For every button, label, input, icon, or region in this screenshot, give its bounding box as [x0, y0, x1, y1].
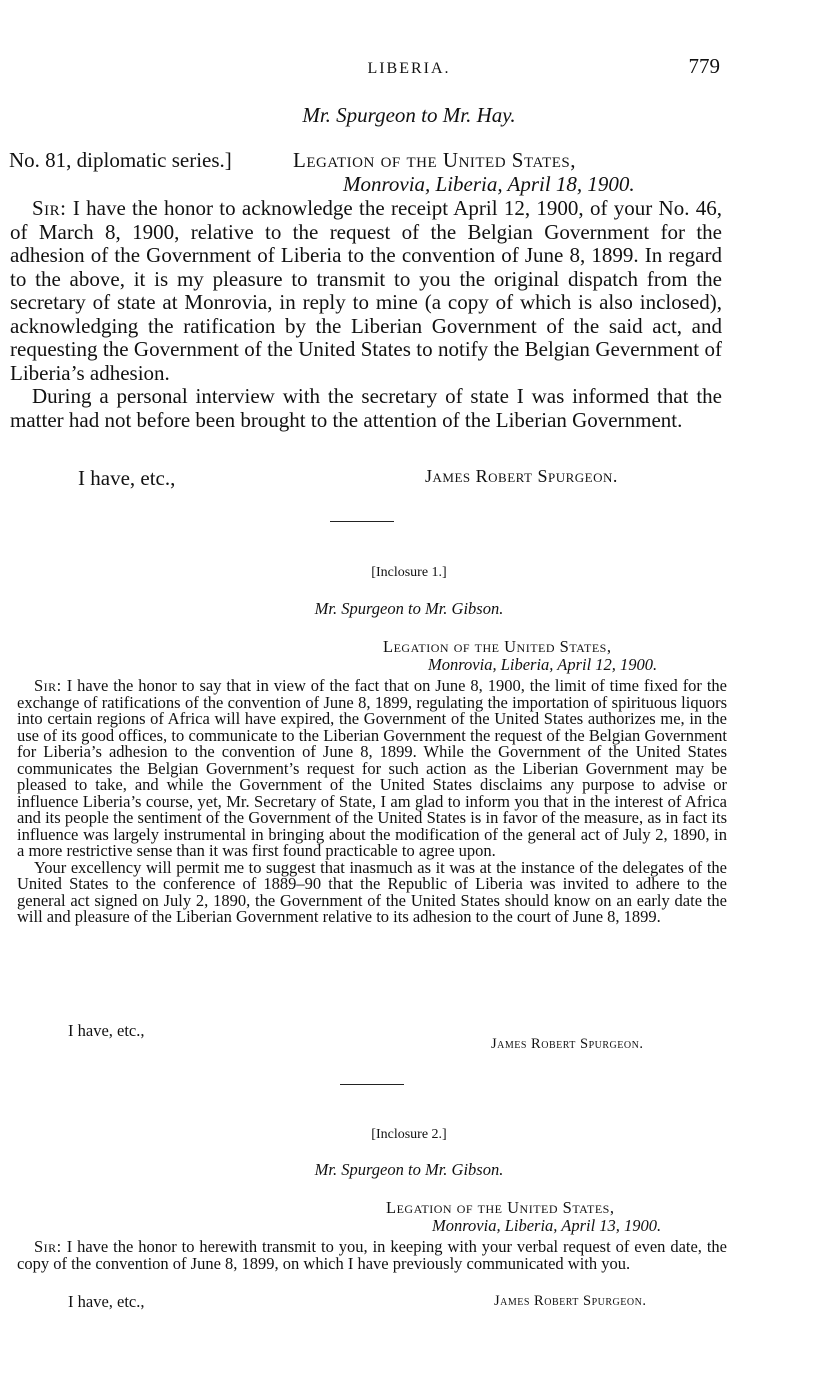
paragraph [10, 385, 722, 432]
letter-body [10, 197, 722, 432]
paragraph-text: I have the honor to herewith transmit to you, in keeping with your verbal request of even date, the copy of the convention of June 8, 1899, on which I have previously communicated with you. [17, 1237, 728, 1273]
inclosure-label: [Inclosure 2.] [371, 1127, 447, 1142]
paragraph [17, 678, 727, 860]
closing: I have, etc., [68, 1292, 145, 1311]
inclosure-heading: Mr. Spurgeon to Mr. Gibson. [314, 1160, 504, 1179]
inclosure-heading: Mr. Spurgeon to Mr. Gibson. [314, 599, 504, 618]
signature: James Robert Spurgeon. [491, 1036, 644, 1052]
divider [340, 1084, 404, 1085]
place-date: Monrovia, Liberia, April 12, 1900. [428, 655, 658, 674]
legation-line: Legation of the United States, [383, 637, 612, 656]
paragraph [10, 197, 722, 385]
paragraph-text: I have the honor to acknowledge the receipt April 12, 1900, of your No. 46, of March 8, 1900, relative to the request of the Belgian Government for the adhesion of the Government of Liberia to the convention of June 8, 1899. In regard to the above, it is my pleasure to transmit to you the original dispatch from the secretary of state at Monrovia, in reply to mine (a copy of which is also inclosed), acknowledging the ratification by the Liberian Government of the said act, and requesting the Government of the United States to notify the Belgian Gevernment of Liberia’s adhesion. [10, 196, 723, 385]
inclosure-label: [Inclosure 1.] [371, 565, 447, 580]
legation-line: Legation of the United States, [293, 148, 577, 172]
inclosure-body [17, 678, 727, 926]
divider [330, 521, 394, 522]
paragraph-text: I have the honor to say that in view of the fact that on June 8, 1900, the limit of time fixed for the exchange of ratifications of the convention of June 8, 1899, regulating the importation of spirituous liquors into certain regions of Africa will have expired, the Government of the United States authorizes me, in the use of its good offices, to communicate to the Liberian Government the request of the Belgian Government for Liberia’s adhesion to the convention of June 8, 1899. While the Government of the United States communicates the Belgian Government’s request for such action as the Liberian Government may be pleased to take, and while the Government of the United States disclaims any purpose to advise or influence Liberia’s course, yet, Mr. Secretary of State, I am glad to inform you that in the interest of Africa and its people the sentiment of the Government of the United States is in favor of the measure, as in fact its influence was largely instrumental in bringing about the modification of the general act of July 2, 1890, in a more restrictive sense than it was first found practicable to agree upon. [17, 676, 728, 860]
signature: James Robert Spurgeon. [494, 1293, 647, 1309]
place-date: Monrovia, Liberia, April 13, 1900. [432, 1216, 662, 1235]
paragraph [17, 1239, 727, 1272]
paragraph [17, 857, 727, 926]
paragraph-text: During a personal interview with the secretary of state I was informed that the matter had not before been brought to the attention of the Liberian Government. [10, 384, 722, 432]
series-number: No. 81, diplomatic series.] [9, 148, 232, 172]
place-date: Monrovia, Liberia, April 18, 1900. [343, 172, 635, 196]
paragraph-text: Your excellency will permit me to suggest that inasmuch as it was at the instance of the delegates of the United States to the conference of 1889–90 that the Republic of Liberia was invited to adhere to the general act signed on July 2, 1890, the Government of the United States should know on an early date the will and pleasure of the Liberian Government relative to its adhesion to the court of June 8, 1899. [17, 857, 727, 926]
inclosure-body [17, 1239, 727, 1272]
running-head: LIBERIA. [367, 60, 451, 77]
legation-line: Legation of the United States, [386, 1198, 615, 1217]
salutation: Sir: [32, 196, 67, 220]
signature: James Robert Spurgeon. [425, 466, 618, 486]
letter-heading: Mr. Spurgeon to Mr. Hay. [302, 103, 516, 127]
salutation: Sir: [34, 676, 62, 695]
closing: I have, etc., [68, 1021, 145, 1040]
closing: I have, etc., [78, 466, 176, 490]
salutation: Sir: [34, 1237, 62, 1256]
page-number: 779 [688, 54, 720, 78]
